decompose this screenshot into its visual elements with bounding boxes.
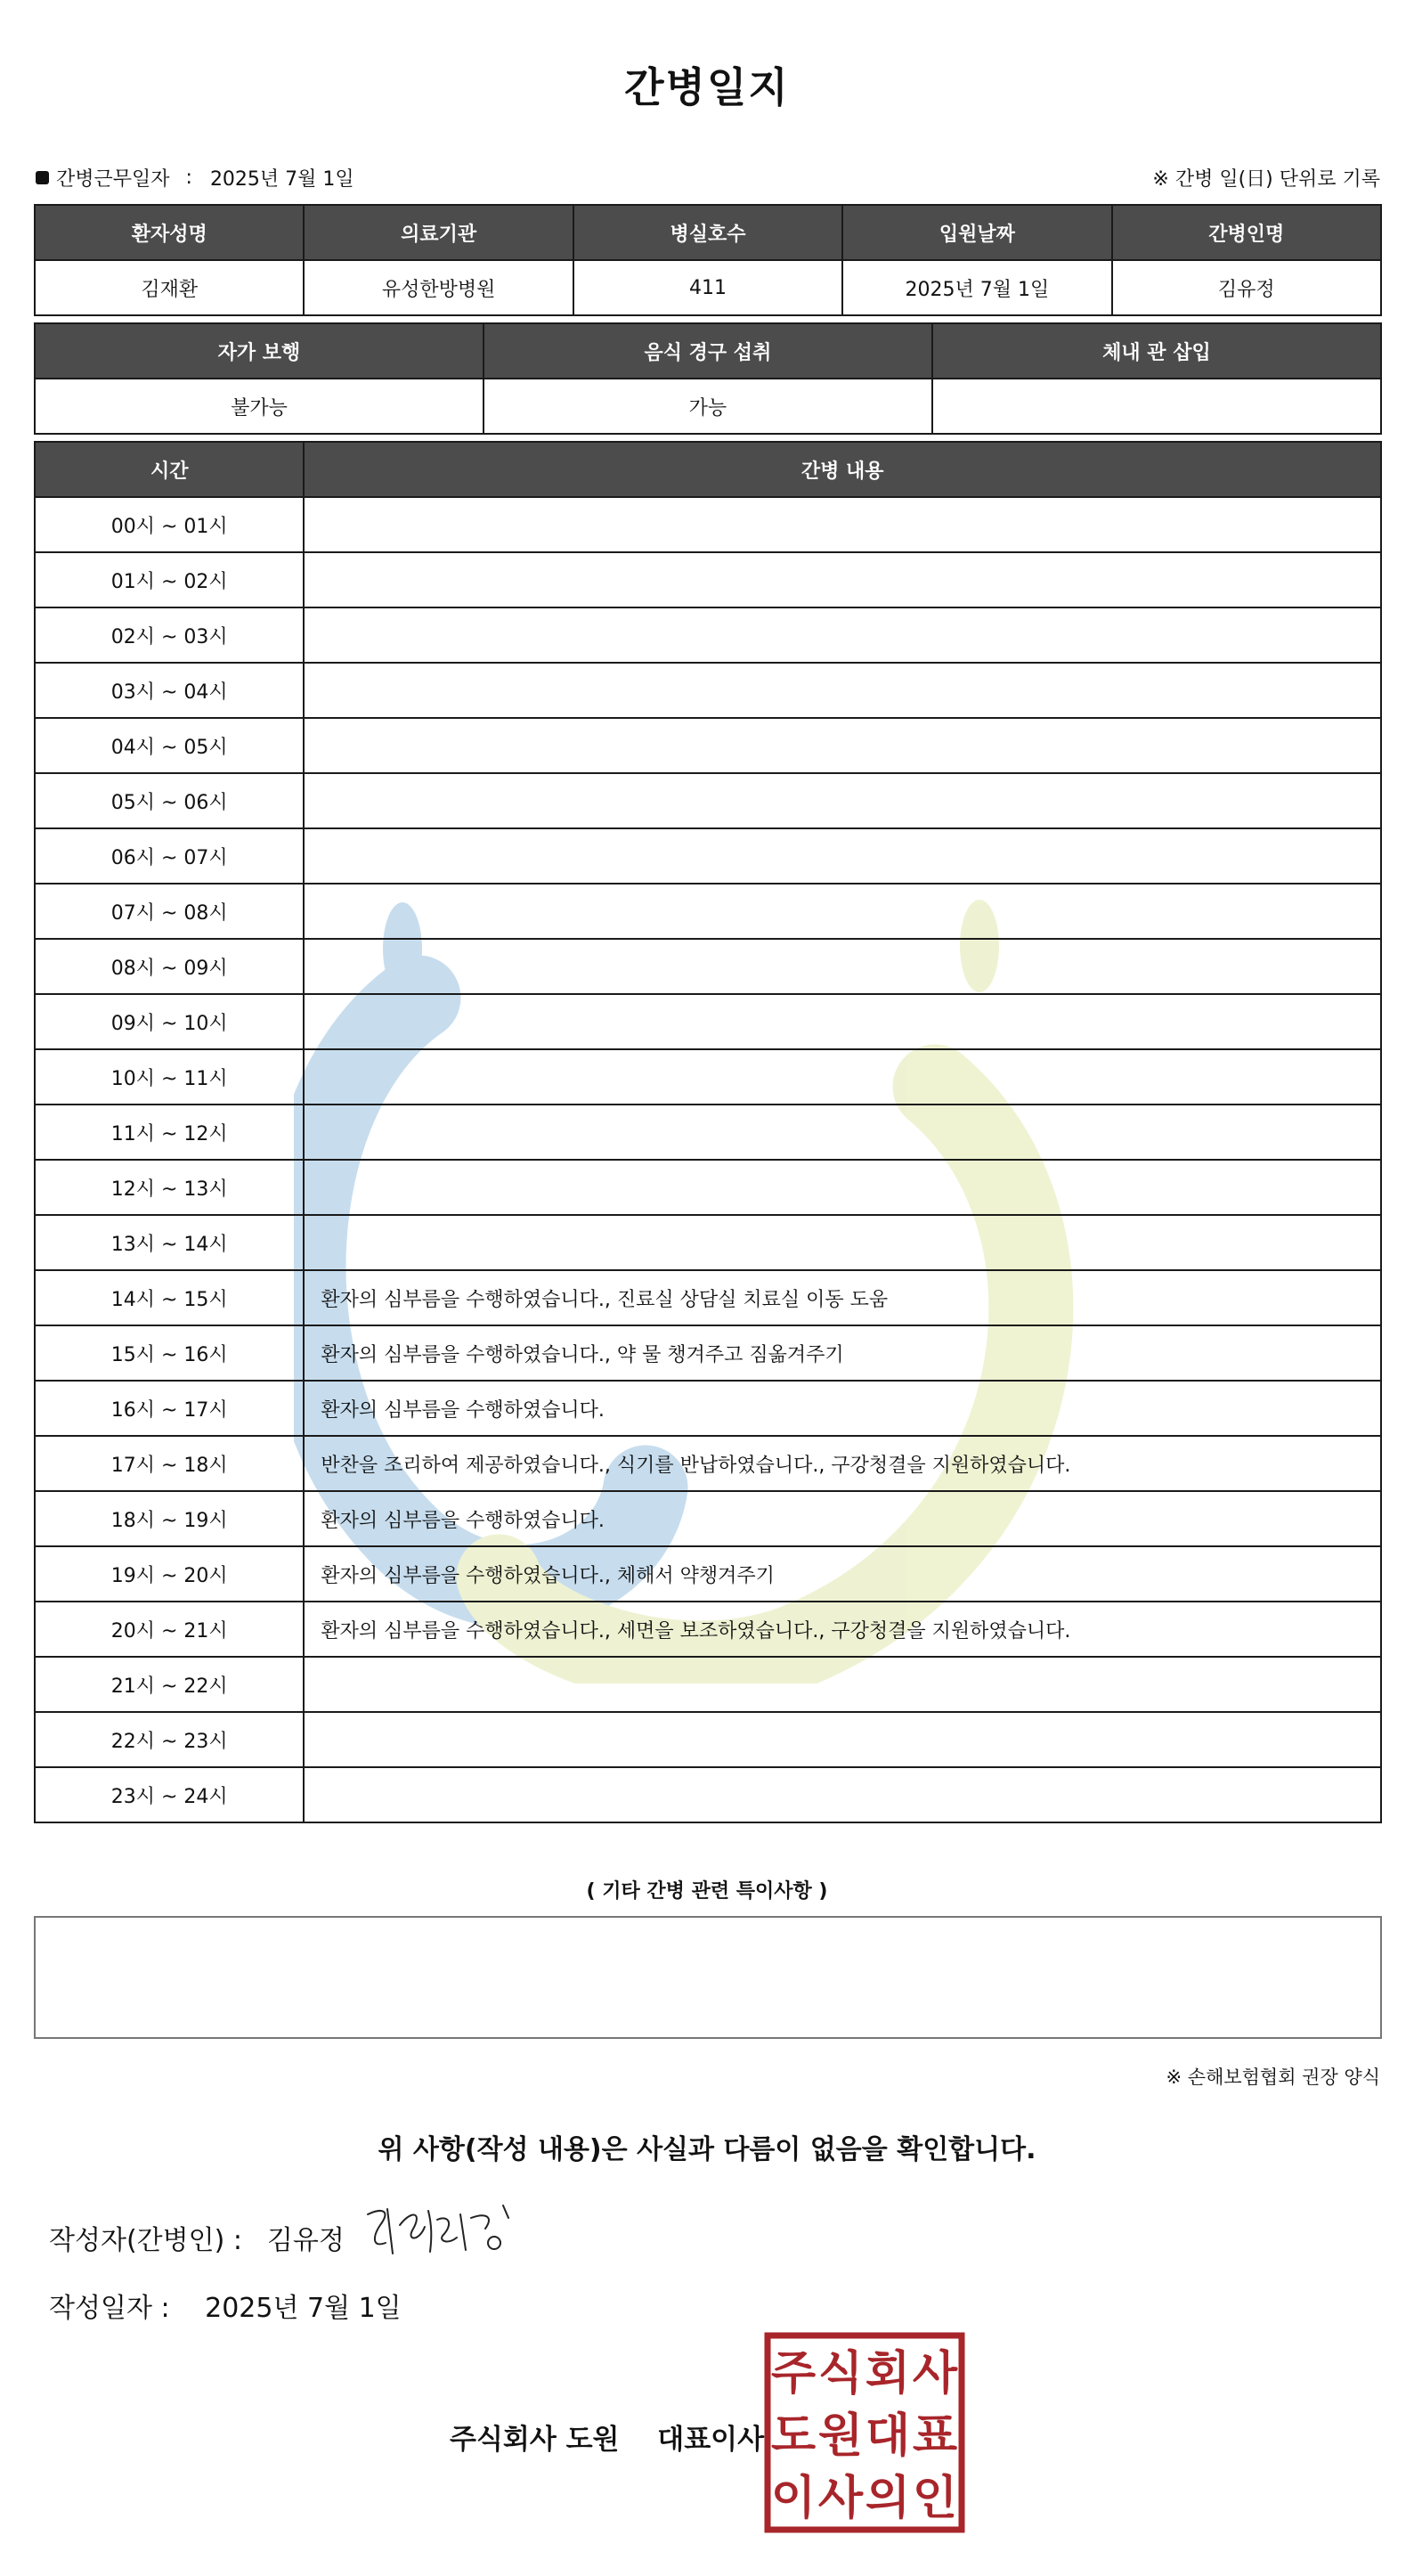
table-row [35, 718, 1381, 773]
caregiver-name: 김유정 [1112, 260, 1381, 315]
time-slot: 18시 ~ 19시 [35, 1491, 304, 1546]
care-content [304, 497, 1381, 552]
room-number: 411 [573, 260, 842, 315]
time-slot: 06시 ~ 07시 [35, 828, 304, 884]
time-slot: 09시 ~ 10시 [35, 994, 304, 1049]
unit-note: ※ 간병 일(日) 단위로 기록 [1152, 168, 1380, 191]
care-content: 환자의 심부름을 수행하였습니다. [304, 1381, 1381, 1436]
tube-insertion-value [932, 379, 1381, 434]
table-row [35, 1381, 1381, 1436]
table-row [35, 1546, 1381, 1602]
seal-character: 표 [912, 2409, 958, 2463]
work-date-colon: : [185, 167, 192, 189]
work-date-label: 간병근무일자 [56, 168, 170, 191]
time-slot: 04시 ~ 05시 [35, 718, 304, 773]
time-slot: 12시 ~ 13시 [35, 1160, 304, 1215]
table-row [35, 1491, 1381, 1546]
patient-info-value-row [35, 260, 1381, 315]
table-row [35, 1270, 1381, 1325]
time-slot: 14시 ~ 15시 [35, 1270, 304, 1325]
writer-line [49, 2218, 345, 2257]
care-content [304, 718, 1381, 773]
care-content: 환자의 심부름을 수행하였습니다., 약 물 챙겨주고 짐옮겨주기 [304, 1325, 1381, 1381]
time-slot: 21시 ~ 22시 [35, 1657, 304, 1712]
care-content: 환자의 심부름을 수행하였습니다., 체해서 약챙겨주기 [304, 1546, 1381, 1602]
remarks-title: ( 기타 간병 관련 특이사항 ) [586, 1880, 828, 1903]
confirmation-statement: 위 사항(작성 내용)은 사실과 다름이 없음을 확인합니다. [378, 2134, 1036, 2165]
writer-name: 김유정 [266, 2225, 345, 2256]
table-row [35, 1657, 1381, 1712]
table-row [35, 663, 1381, 718]
header-patient-name: 환자성명 [35, 205, 304, 260]
care-content [304, 552, 1381, 607]
care-content [304, 994, 1381, 1049]
table-row [35, 1767, 1381, 1822]
time-slot: 13시 ~ 14시 [35, 1215, 304, 1270]
care-content: 환자의 심부름을 수행하였습니다. [304, 1491, 1381, 1546]
care-content [304, 607, 1381, 663]
table-row [35, 939, 1381, 994]
care-content [304, 1767, 1381, 1822]
table-row [35, 607, 1381, 663]
table-row [35, 994, 1381, 1049]
work-date-value: 2025년 7월 1일 [209, 168, 354, 191]
time-slot: 00시 ~ 01시 [35, 497, 304, 552]
write-date-label: 작성일자 : [49, 2293, 170, 2324]
header-time: 시간 [35, 442, 304, 497]
time-slot: 01시 ~ 02시 [35, 552, 304, 607]
seal-character: 사 [817, 2472, 864, 2525]
header-oral-intake: 음식 경구 섭취 [484, 323, 932, 379]
company-seal-stamp [764, 2332, 965, 2533]
table-row [35, 1325, 1381, 1381]
header-tube-insertion: 체내 관 삽입 [932, 323, 1381, 379]
time-slot: 17시 ~ 18시 [35, 1436, 304, 1491]
care-log-table [34, 441, 1382, 1823]
time-slot: 15시 ~ 16시 [35, 1325, 304, 1381]
status-value-row [35, 379, 1381, 434]
table-row [35, 828, 1381, 884]
seal-character: 의 [865, 2472, 911, 2525]
company-name: 주식회사 도원 [450, 2424, 620, 2456]
patient-info-table [34, 204, 1382, 316]
self-walking-value: 불가능 [35, 379, 484, 434]
status-header-row [35, 323, 1381, 379]
time-slot: 05시 ~ 06시 [35, 773, 304, 828]
care-log-header-row [35, 442, 1381, 497]
care-content [304, 1049, 1381, 1105]
time-slot: 08시 ~ 09시 [35, 939, 304, 994]
seal-character: 도 [770, 2409, 817, 2463]
oral-intake-value: 가능 [484, 379, 932, 434]
seal-character: 회 [865, 2347, 911, 2401]
table-row [35, 1602, 1381, 1657]
care-content [304, 773, 1381, 828]
table-row [35, 1712, 1381, 1767]
time-slot: 07시 ~ 08시 [35, 884, 304, 939]
time-slot: 02시 ~ 03시 [35, 607, 304, 663]
write-date-line [49, 2286, 402, 2325]
patient-info-header-row [35, 205, 1381, 260]
seal-character: 이 [770, 2472, 817, 2525]
header-care-content: 간병 내용 [304, 442, 1381, 497]
table-row [35, 1215, 1381, 1270]
time-slot: 20시 ~ 21시 [35, 1602, 304, 1657]
seal-character: 인 [912, 2472, 958, 2525]
table-row [35, 884, 1381, 939]
header-self-walking: 자가 보행 [35, 323, 484, 379]
table-row [35, 552, 1381, 607]
care-log-body [35, 497, 1381, 1822]
time-slot: 03시 ~ 04시 [35, 663, 304, 718]
seal-character: 사 [912, 2347, 958, 2401]
header-admission-date: 입원날짜 [842, 205, 1111, 260]
care-content [304, 1712, 1381, 1767]
company-representative: 대표이사 [657, 2424, 765, 2456]
table-row [35, 1436, 1381, 1491]
association-note: ※ 손해보험협회 권장 양식 [1166, 2067, 1380, 2088]
writer-label: 작성자(간병인) : [49, 2225, 242, 2256]
care-content [304, 1657, 1381, 1712]
care-content [304, 1105, 1381, 1160]
table-row [35, 497, 1381, 552]
company-line [450, 2417, 764, 2457]
seal-character: 원 [817, 2409, 864, 2463]
table-row [35, 1160, 1381, 1215]
header-room: 병실호수 [573, 205, 842, 260]
header-institution: 의료기관 [304, 205, 573, 260]
write-date-value: 2025년 7월 1일 [205, 2293, 402, 2324]
patient-status-table [34, 322, 1382, 435]
care-content [304, 1160, 1381, 1215]
seal-character: 주 [770, 2347, 817, 2401]
care-content: 반찬을 조리하여 제공하였습니다., 식기를 반납하였습니다., 구강청결을 지원하였습니다. [304, 1436, 1381, 1491]
care-content [304, 663, 1381, 718]
work-date [36, 164, 354, 192]
care-content [304, 884, 1381, 939]
table-row [35, 1105, 1381, 1160]
header-caregiver-name: 간병인명 [1112, 205, 1381, 260]
time-slot: 19시 ~ 20시 [35, 1546, 304, 1602]
handwritten-signature [361, 2198, 521, 2261]
institution: 유성한방병원 [304, 260, 573, 315]
care-content [304, 1215, 1381, 1270]
care-content [304, 828, 1381, 884]
care-content [304, 939, 1381, 994]
seal-character: 식 [817, 2347, 864, 2401]
admission-date: 2025년 7월 1일 [842, 260, 1111, 315]
time-slot: 16시 ~ 17시 [35, 1381, 304, 1436]
bullet-square-icon [36, 171, 49, 184]
care-content: 환자의 심부름을 수행하였습니다., 세면을 보조하였습니다., 구강청결을 지원하였습니다. [304, 1602, 1381, 1657]
time-slot: 11시 ~ 12시 [35, 1105, 304, 1160]
seal-character: 대 [865, 2409, 911, 2463]
time-slot: 23시 ~ 24시 [35, 1767, 304, 1822]
remarks-box [34, 1916, 1382, 2039]
time-slot: 10시 ~ 11시 [35, 1049, 304, 1105]
page-title: 간병일지 [624, 63, 790, 111]
time-slot: 22시 ~ 23시 [35, 1712, 304, 1767]
patient-name: 김재환 [35, 260, 304, 315]
table-row [35, 1049, 1381, 1105]
table-row [35, 773, 1381, 828]
care-content: 환자의 심부름을 수행하였습니다., 진료실 상담실 치료실 이동 도움 [304, 1270, 1381, 1325]
